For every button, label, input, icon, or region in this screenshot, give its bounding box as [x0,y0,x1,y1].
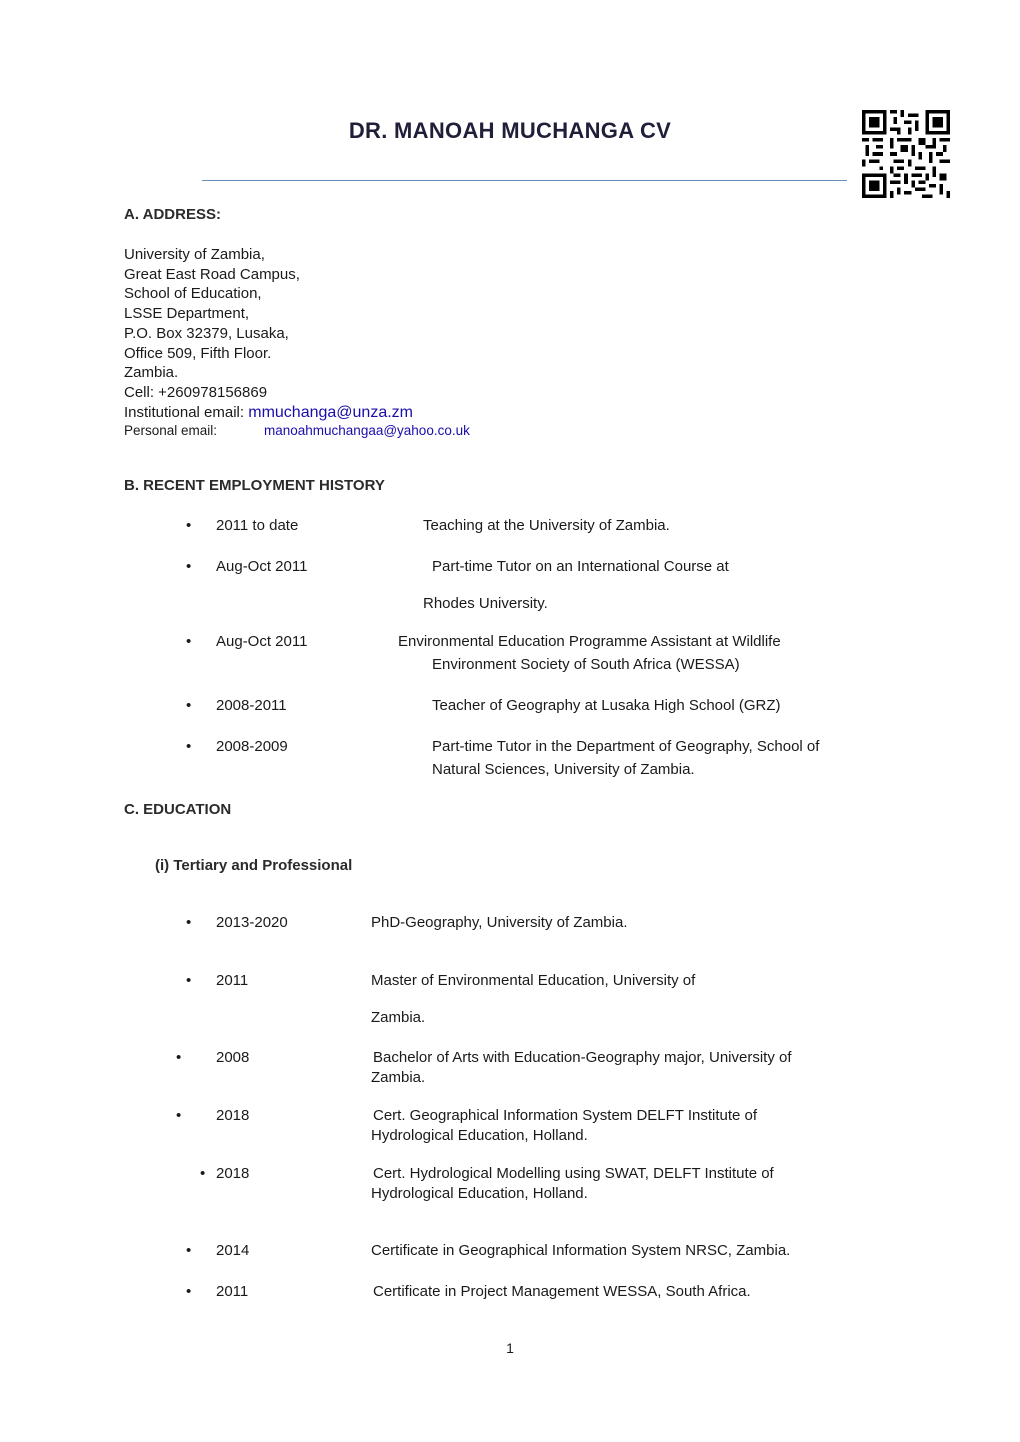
title-divider [202,180,847,181]
education-description: Certificate in Project Management WESSA, South Africa. [373,1283,751,1300]
address-line: P.O. Box 32379, Lusaka, [124,324,289,342]
education-year: 2013-2020 [216,914,288,931]
education-subheading: (i) Tertiary and Professional [155,857,353,874]
education-description: Zambia. [371,1009,426,1026]
education-description: Cert. Hydrological Modelling using SWAT, DELFT Institute of [373,1165,774,1182]
bullet-icon: • [186,972,192,989]
employment-description: Teacher of Geography at Lusaka High School (GRZ) [432,697,781,714]
education-description: Master of Environmental Education, University of [371,972,696,989]
bullet-icon: • [186,914,192,931]
education-description: Zambia. [371,1069,426,1086]
education-year: 2011 [216,1283,249,1300]
employment-description: Part-time Tutor on an International Course at [432,558,729,575]
employment-description: Teaching at the University of Zambia. [423,517,670,534]
employment-date: Aug-Oct 2011 [216,558,308,575]
address-line: Great East Road Campus, [124,265,300,283]
institutional-email-label: Institutional email: [124,403,249,421]
bullet-icon: • [186,738,192,755]
education-year: 2008 [216,1049,250,1066]
bullet-icon: • [200,1165,206,1182]
employment-date: Aug-Oct 2011 [216,633,308,650]
cell-number: Cell: +260978156869 [124,383,268,401]
address-heading: A. ADDRESS: [124,206,221,223]
employment-description: Rhodes University. [423,595,548,612]
address-line: University of Zambia, [124,246,265,263]
bullet-icon: • [186,633,192,650]
personal-email-label: Personal email: [124,423,218,438]
address-block [124,245,413,422]
employment-date: 2011 to date [216,517,299,534]
bullet-icon: • [186,1283,192,1300]
qr-code-icon [862,110,950,198]
employment-description: Natural Sciences, University of Zambia. [432,761,695,778]
education-description: Hydrological Education, Holland. [371,1185,588,1202]
education-description: Cert. Geographical Information System DELFT Institute of [373,1107,758,1124]
bullet-icon: • [186,517,192,534]
bullet-icon: • [176,1107,182,1124]
employment-heading: B. RECENT EMPLOYMENT HISTORY [124,477,385,494]
address-line: Zambia. [124,364,179,382]
institutional-email-link[interactable]: mmuchanga@unza.zm [248,403,413,421]
address-line: School of Education, [124,285,262,303]
employment-description: Environment Society of South Africa (WESSA) [432,656,740,673]
education-year: 2014 [216,1242,250,1259]
address-line: LSSE Department, [124,305,250,323]
employment-date: 2008-2009 [216,738,288,755]
employment-description: Part-time Tutor in the Department of Geography, School of [432,738,820,755]
education-year: 2011 [216,972,249,989]
education-description: Certificate in Geographical Information System NRSC, Zambia. [371,1242,791,1259]
education-description: Hydrological Education, Holland. [371,1127,588,1144]
page-title: DR. MANOAH MUCHANGA CV [348,118,672,143]
personal-email-link[interactable]: manoahmuchangaa@yahoo.co.uk [264,423,470,438]
address-line: Office 509, Fifth Floor. [124,344,272,362]
education-year: 2018 [216,1107,250,1124]
bullet-icon: • [186,558,192,575]
page-number: 1 [506,1340,514,1356]
bullet-icon: • [176,1049,182,1066]
education-heading: C. EDUCATION [124,801,232,818]
employment-description: Environmental Education Programme Assistant at Wildlife [398,633,781,650]
bullet-icon: • [186,697,192,714]
education-description: Bachelor of Arts with Education-Geography major, University of [373,1049,792,1066]
education-year: 2018 [216,1165,250,1182]
employment-date: 2008-2011 [216,697,287,714]
education-description: PhD-Geography, University of Zambia. [371,914,628,931]
institutional-email-row [124,403,413,423]
bullet-icon: • [186,1242,192,1259]
